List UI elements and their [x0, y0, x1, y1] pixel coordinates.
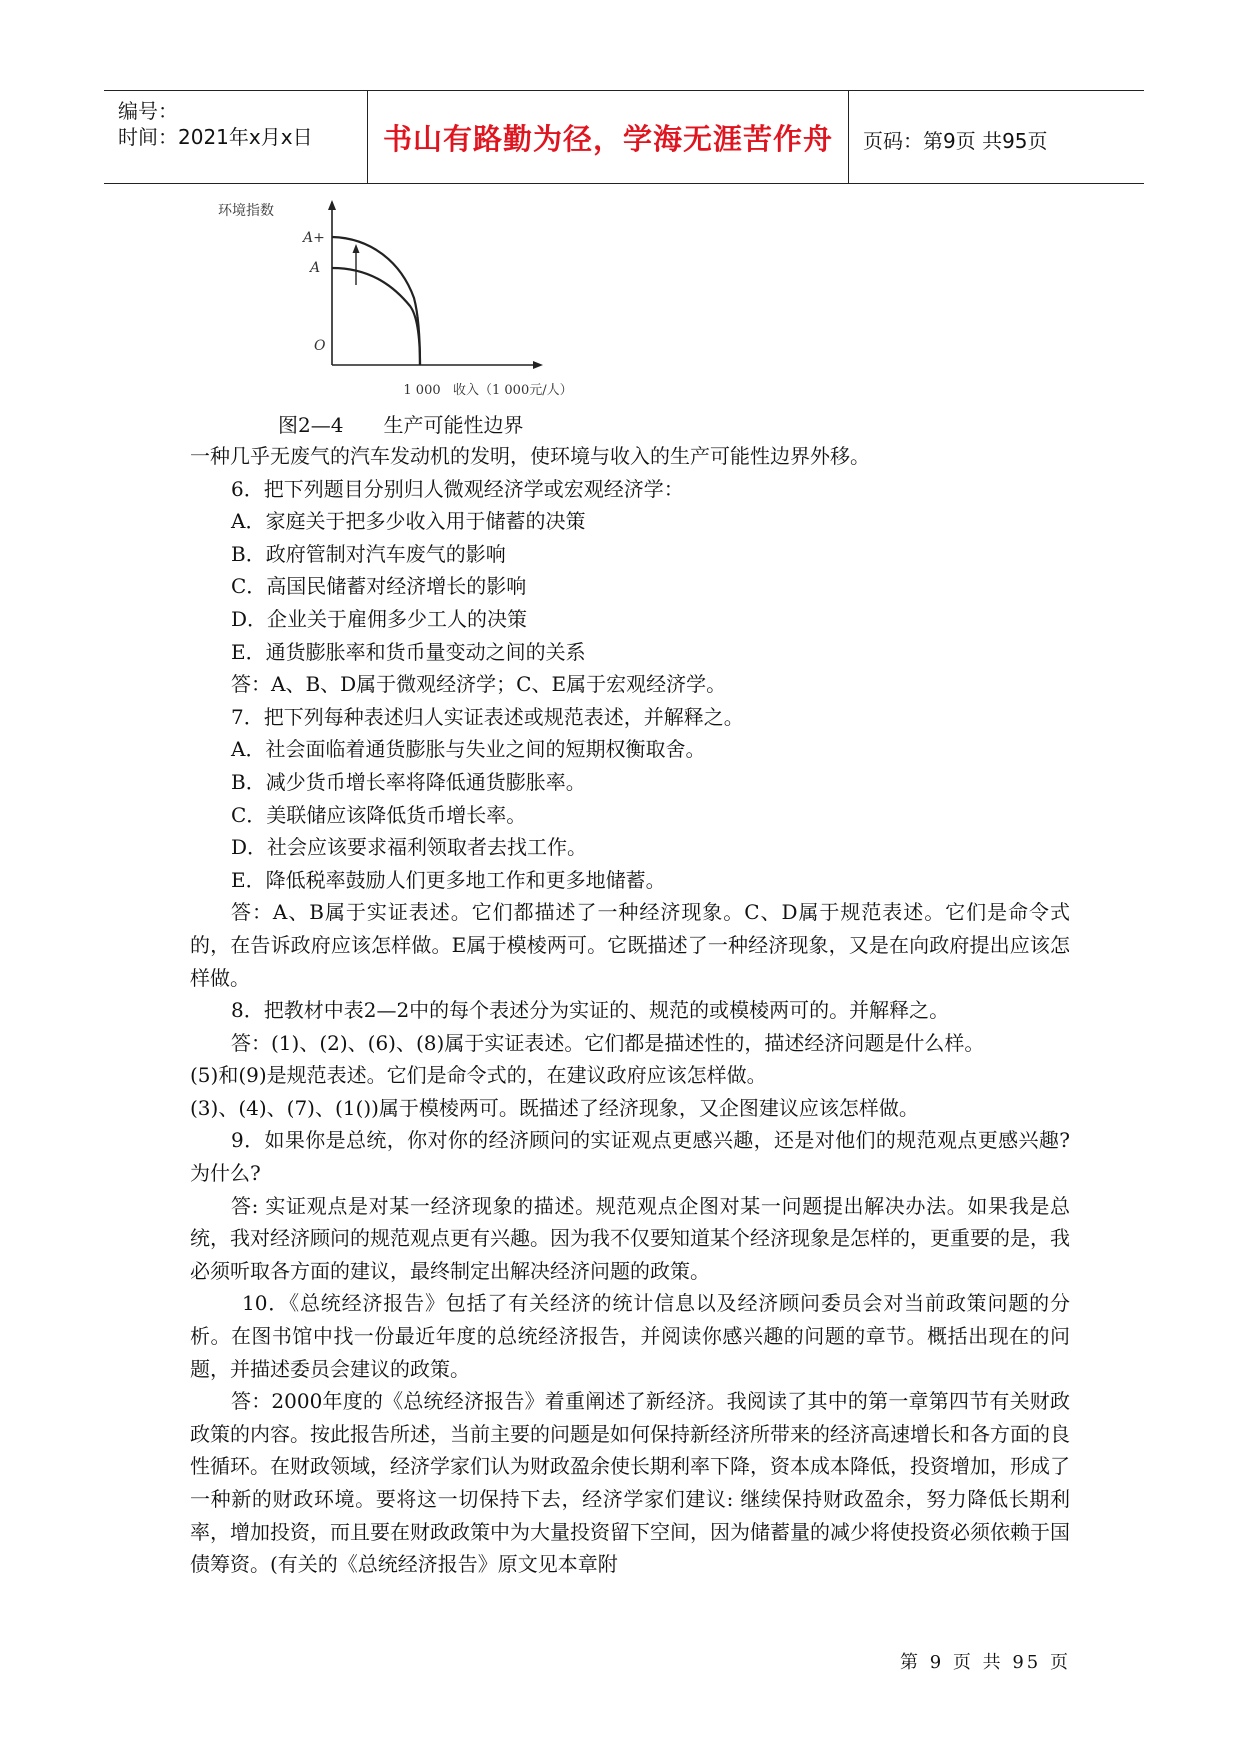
- answer-9: 答: 实证观点是对某一经济现象的描述。规范观点企图对某一问题提出解决办法。如果我是总统，我对经济顾问的规范观点更有兴趣。因为我不仅要知道某个经济现象是怎样的，更重要的是，我必须听取各方面的建议，最终制定出解决经济问题的政策。: [190, 1193, 1070, 1283]
- question-6: 6．把下列题目分别归人微观经济学或宏观经济学：: [231, 476, 684, 501]
- origin-label: O: [314, 338, 326, 354]
- header-middle-cell: [368, 91, 849, 183]
- figure-caption: [278, 409, 563, 438]
- answer-8-continued: (5)和(9)是规范表述。它们是命令式的，在建议政府应该怎样做。: [190, 1063, 767, 1088]
- question-7-option: E．降低税率鼓励人们更多地工作和更多地储蓄。: [231, 867, 666, 892]
- header-right-cell: [849, 91, 1144, 183]
- answer-7: 答：A、B属于实证表述。它们都描述了一种经济现象。C、D属于规范表述。它们是命令式的，在告诉政府应该怎样做。E属于模棱两可。它既描述了一种经济现象，又是在向政府提出应该怎样做。: [190, 900, 1070, 990]
- question-10: 10．《总统经济报告》包括了有关经济的统计信息以及经济顾问委员会对当前政策问题的分析。在图书馆中找一份最近年度的总统经济报告，并阅读你感兴趣的问题的章节。概括出现在的问题，并描述委员会建议的政策。: [190, 1291, 1070, 1381]
- question-6-option: D．企业关于雇佣多少工人的决策: [231, 606, 528, 631]
- y-tick-low: A: [310, 260, 321, 276]
- x-axis-label: 收入（1 000元/人）: [453, 383, 573, 398]
- header-motto: 书山有路勤为径，学海无涯苦作舟: [382, 122, 833, 156]
- answer-6: 答：A、B、D属于微观经济学；C、E属于宏观经济学。: [231, 672, 727, 697]
- page-header: [104, 90, 1144, 184]
- answer-8-continued: (3)、(4)、(7)、(1())属于模棱两可。既描述了经济现象，又企图建议应该怎样做。: [190, 1095, 919, 1120]
- figure-caption-number: 图2—4: [278, 413, 344, 437]
- question-8: 8．把教材中表2—2中的每个表述分为实证的、规范的或模棱两可的。并解释之。: [231, 998, 950, 1023]
- question-7-option: A．社会面临着通货膨胀与失业之间的短期权衡取舍。: [231, 737, 706, 762]
- question-7-option: C．美联储应该降低货币增长率。: [231, 802, 527, 827]
- question-6-option: A．家庭关于把多少收入用于储蓄的决策: [231, 509, 586, 534]
- page-footer: 第 9 页 共 95 页: [900, 1652, 1071, 1673]
- x-tick-label: 1 000: [403, 383, 441, 398]
- question-6-option: B．政府管制对汽车废气的影响: [231, 541, 506, 566]
- paragraph: 一种几乎无废气的汽车发动机的发明，使环境与收入的生产可能性边界外移。: [190, 444, 870, 468]
- question-7: 7．把下列每种表述归人实证表述或规范表述，并解释之。: [231, 704, 744, 729]
- question-7-option: D．社会应该要求福利领取者去找工作。: [231, 835, 588, 860]
- y-axis-arrow: [328, 200, 336, 210]
- question-9: 9．如果你是总统，你对你的经济顾问的实证观点更感兴趣，还是对他们的规范观点更感兴趣?为什么?: [190, 1128, 1070, 1186]
- shift-arrow-head: [353, 244, 360, 253]
- y-axis-label: 环境指数: [218, 203, 274, 219]
- body-text: [190, 440, 1070, 1581]
- production-possibility-frontier-figure: [218, 200, 615, 410]
- x-axis-arrow: [533, 361, 543, 369]
- answer-10: 答：2000年度的《总统经济报告》着重阐述了新经济。我阅读了其中的第一章第四节有关财政政策的内容。按此报告所述，当前主要的问题是如何保持新经济所带来的经济高速增长和各方面的良性循环。在财政领域，经济学家们认为财政盈余使长期利率下降，资本成本降低，投资增加，形成了一种新的财政环境。要将这一切保持下去，经济学家们建议: 继续保持财政盈余，努力降低长期利率，增加投资，而且要在财政政策中为大量投资留下空间，因为储蓄量的减少将使投资必须依赖于国债筹资。(有关的《总统经济报告》原文见本章附: [190, 1389, 1070, 1577]
- question-7-option: B．减少货币增长率将降低通货膨胀率。: [231, 769, 586, 794]
- figure-caption-title: 生产可能性边界: [383, 413, 524, 437]
- document-number-label: 编号：: [118, 99, 178, 123]
- header-page-label: 页码：第9页 共95页: [863, 129, 1048, 153]
- question-6-option: C．高国民储蓄对经济增长的影响: [231, 574, 527, 599]
- answer-8: 答：(1)、(2)、(6)、(8)属于实证表述。它们都是描述性的，描述经济问题是什么样。: [231, 1030, 985, 1055]
- document-time-label: 时间：2021年x月x日: [118, 125, 313, 149]
- header-left-cell: [104, 91, 368, 183]
- question-6-option: E．通货膨胀率和货币量变动之间的关系: [231, 639, 586, 664]
- y-tick-high: A+: [303, 230, 325, 246]
